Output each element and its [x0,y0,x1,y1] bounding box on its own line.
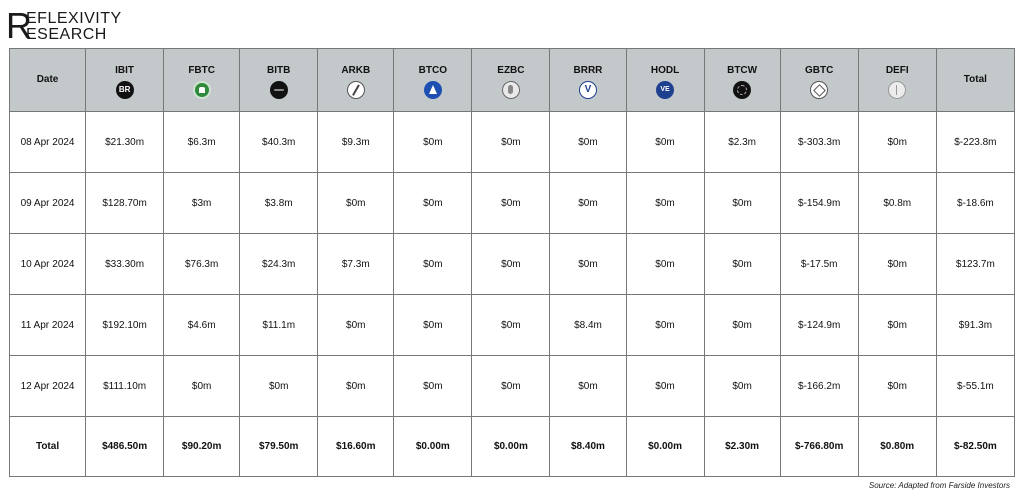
column-label-hodl: HODL [650,65,680,76]
source-note: Source: Adapted from Farside Investors [868,481,1010,490]
column-header-arkb [318,49,394,112]
column-label-date: Date [36,74,59,85]
flow-cell-total: $123.7m [936,234,1014,295]
hodl-logo-icon: VE [656,81,674,99]
flow-cell-ezbc: $0m [472,173,550,234]
column-header-defi [858,49,936,112]
total-cell-total: $-82.50m [936,417,1014,477]
flow-cell-ezbc: $0m [472,295,550,356]
flow-cell-gbtc: $-154.9m [780,173,858,234]
total-cell-bitb: $79.50m [240,417,318,477]
flow-cell-total: $-55.1m [936,356,1014,417]
column-label-defi: DEFI [885,65,909,76]
column-label-ezbc: EZBC [497,65,525,76]
defi-logo-icon [888,81,906,99]
row-date-cell: 09 Apr 2024 [10,173,86,234]
column-label-ibit: IBIT [115,65,135,76]
column-header-btco [394,49,472,112]
flow-cell-ibit: $192.10m [86,295,164,356]
column-label-brrr: BRRR [573,65,603,76]
flow-cell-btcw: $0m [704,173,780,234]
flow-cell-gbtc: $-166.2m [780,356,858,417]
table-row [10,112,1015,173]
flow-cell-arkb: $0m [318,295,394,356]
column-label-fbtc: FBTC [188,65,215,76]
table-row [10,356,1015,417]
flow-cell-ibit: $111.10m [86,356,164,417]
flow-cell-hodl: $0m [626,295,704,356]
total-cell-btcw: $2.30m [704,417,780,477]
total-cell-defi: $0.80m [858,417,936,477]
flow-cell-gbtc: $-17.5m [780,234,858,295]
flow-cell-btco: $0m [394,173,472,234]
flow-cell-total: $-223.8m [936,112,1014,173]
flow-cell-btco: $0m [394,295,472,356]
column-label-btcw: BTCW [727,65,758,76]
flow-cell-fbtc: $3m [164,173,240,234]
bitb-logo-icon [270,81,288,99]
flow-cell-fbtc: $6.3m [164,112,240,173]
flow-cell-btco: $0m [394,234,472,295]
column-label-bitb: BITB [267,65,291,76]
flow-cell-defi: $0m [858,234,936,295]
etf-flows-table [9,48,1015,477]
flow-cell-defi: $0m [858,356,936,417]
flow-cell-arkb: $0m [318,173,394,234]
flow-cell-ezbc: $0m [472,112,550,173]
flow-cell-gbtc: $-303.3m [780,112,858,173]
total-cell-hodl: $0.00m [626,417,704,477]
flow-cell-defi: $0.8m [858,173,936,234]
total-cell-arkb: $16.60m [318,417,394,477]
column-header-gbtc [780,49,858,112]
flow-cell-defi: $0m [858,112,936,173]
row-date-cell: 11 Apr 2024 [10,295,86,356]
flow-cell-total: $91.3m [936,295,1014,356]
flow-cell-bitb: $11.1m [240,295,318,356]
total-label-cell: Total [10,417,86,477]
flow-cell-hodl: $0m [626,356,704,417]
flow-cell-ibit: $33.30m [86,234,164,295]
flow-cell-btcw: $0m [704,234,780,295]
logo-line-2: ESEARCH [26,26,107,43]
flow-cell-hodl: $0m [626,234,704,295]
total-cell-ibit: $486.50m [86,417,164,477]
flow-cell-brrr: $0m [550,173,626,234]
flow-cell-hodl: $0m [626,173,704,234]
flow-cell-btcw: $2.3m [704,112,780,173]
column-header-date [10,49,86,112]
column-header-ezbc [472,49,550,112]
flow-cell-ibit: $128.70m [86,173,164,234]
total-cell-btco: $0.00m [394,417,472,477]
header-row [10,49,1015,112]
flow-cell-btco: $0m [394,356,472,417]
total-cell-brrr: $8.40m [550,417,626,477]
btco-logo-icon [424,81,442,99]
reflexivity-research-logo [6,5,156,46]
total-cell-ezbc: $0.00m [472,417,550,477]
gbtc-logo-icon [810,81,828,99]
row-date-cell: 10 Apr 2024 [10,234,86,295]
total-cell-fbtc: $90.20m [164,417,240,477]
flow-cell-arkb: $0m [318,356,394,417]
flow-cell-ezbc: $0m [472,356,550,417]
ezbc-logo-icon [502,81,520,99]
column-header-total [936,49,1014,112]
total-row [10,417,1015,477]
flow-cell-bitb: $40.3m [240,112,318,173]
flow-cell-btco: $0m [394,112,472,173]
flow-cell-fbtc: $76.3m [164,234,240,295]
logo-letter: R [6,5,31,46]
logo-line-1: EFLEXIVITY [26,10,122,27]
column-label-gbtc: GBTC [804,65,834,76]
column-header-bitb [240,49,318,112]
table-row [10,295,1015,356]
table-row [10,234,1015,295]
ibit-logo-icon: BR [116,81,134,99]
flow-cell-brrr: $0m [550,112,626,173]
flow-cell-btcw: $0m [704,295,780,356]
btcw-logo-icon [733,81,751,99]
column-header-brrr [550,49,626,112]
flow-cell-total: $-18.6m [936,173,1014,234]
flow-cell-fbtc: $4.6m [164,295,240,356]
column-label-btco: BTCO [418,65,448,76]
column-header-btcw [704,49,780,112]
flow-cell-brrr: $0m [550,234,626,295]
brrr-logo-icon: V [579,81,597,99]
flow-cell-gbtc: $-124.9m [780,295,858,356]
fbtc-logo-icon [193,81,211,99]
flow-cell-btcw: $0m [704,356,780,417]
flow-cell-hodl: $0m [626,112,704,173]
flow-cell-bitb: $3.8m [240,173,318,234]
column-header-hodl [626,49,704,112]
row-date-cell: 08 Apr 2024 [10,112,86,173]
column-header-ibit [86,49,164,112]
arkb-logo-icon [347,81,365,99]
flow-cell-brrr: $0m [550,356,626,417]
flow-cell-ibit: $21.30m [86,112,164,173]
flow-cell-fbtc: $0m [164,356,240,417]
column-label-total: Total [963,74,987,85]
column-label-arkb: ARKB [341,65,371,76]
flow-cell-defi: $0m [858,295,936,356]
flow-cell-arkb: $7.3m [318,234,394,295]
flow-cell-bitb: $24.3m [240,234,318,295]
table-row [10,173,1015,234]
flow-cell-ezbc: $0m [472,234,550,295]
flow-cell-brrr: $8.4m [550,295,626,356]
table-body [10,112,1015,417]
column-header-fbtc [164,49,240,112]
row-date-cell: 12 Apr 2024 [10,356,86,417]
flow-cell-bitb: $0m [240,356,318,417]
total-cell-gbtc: $-766.80m [780,417,858,477]
flow-cell-arkb: $9.3m [318,112,394,173]
